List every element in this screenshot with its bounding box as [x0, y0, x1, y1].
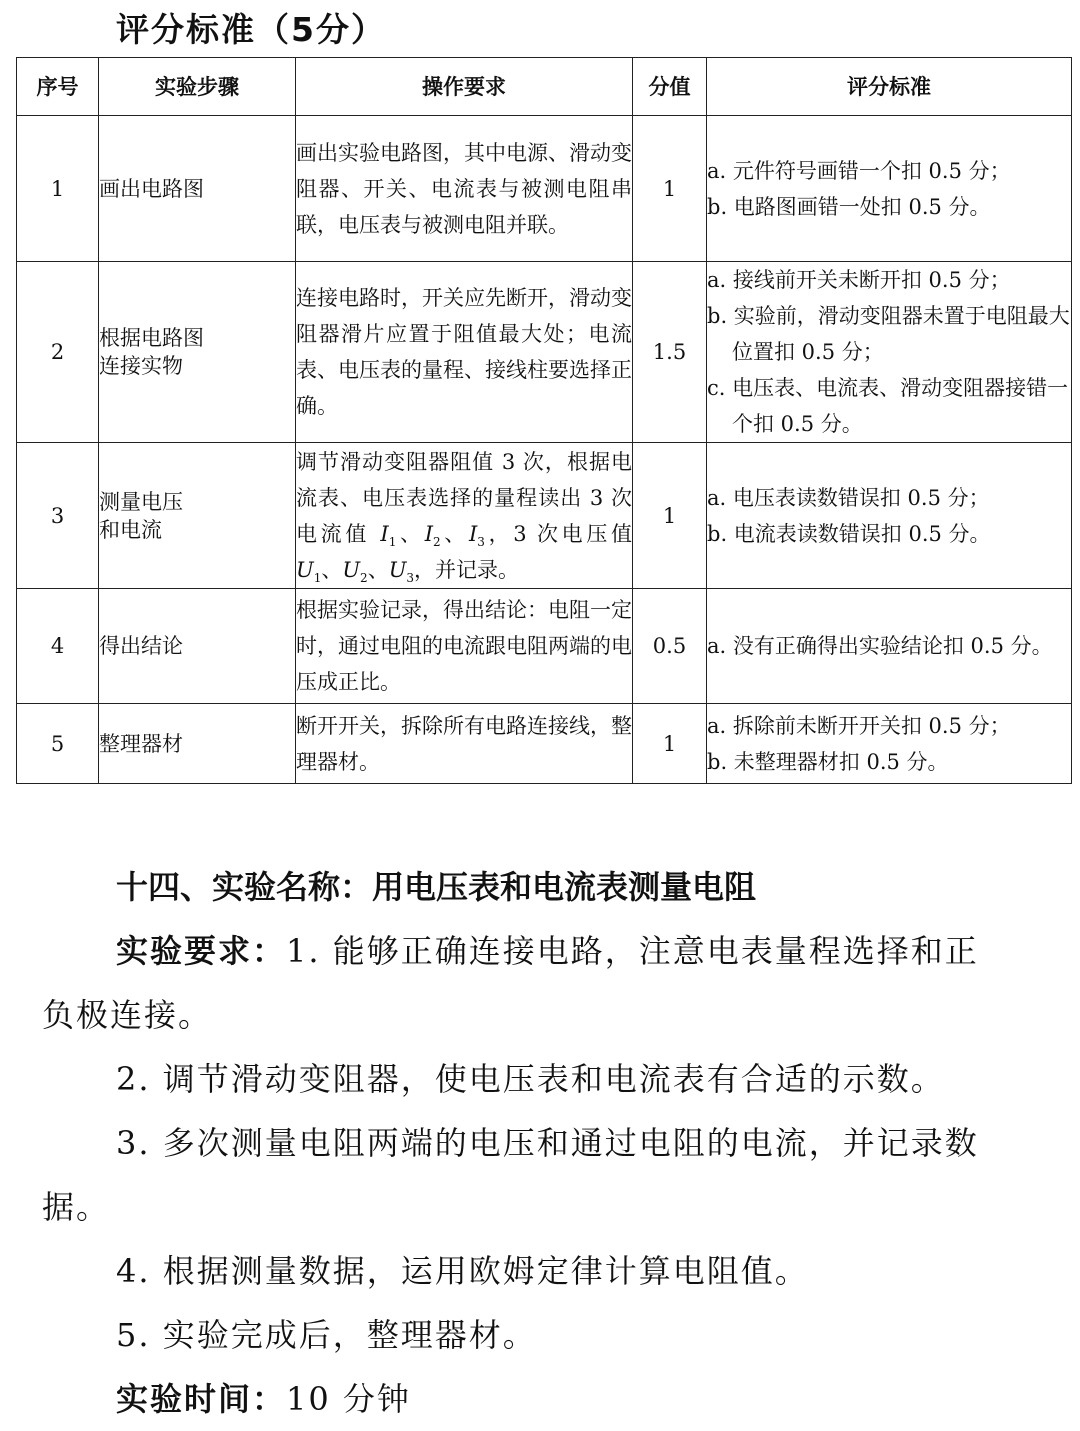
current-symbol: I: [380, 521, 389, 546]
row-score: 1: [633, 704, 707, 784]
subscript: 2: [432, 534, 441, 549]
subscript: 3: [477, 534, 485, 549]
header-score: 分值: [633, 58, 707, 116]
criteria-item: b. 电流表读数错误扣 0.5 分。: [707, 521, 991, 546]
row-criteria: [707, 589, 1072, 704]
criteria-item: b. 实验前，滑动变阻器未置于电阻最大位置扣 0.5 分；: [707, 304, 1070, 364]
separator: 、: [367, 557, 389, 582]
requirement-3-cont: 据。: [42, 1188, 111, 1226]
row-step: [99, 589, 296, 704]
row-criteria: [707, 704, 1072, 784]
step-line: 测量电压: [99, 489, 183, 514]
step-line: 得出结论: [99, 634, 183, 658]
row-criteria: [707, 262, 1072, 443]
separator: 、: [396, 521, 425, 546]
criteria-item: a. 接线前开关未断开扣 0.5 分；: [707, 268, 1011, 292]
row-step: [99, 704, 296, 784]
table-row: [17, 116, 1072, 262]
row-requirement: 断开开关，拆除所有电路连接线，整理器材。: [296, 704, 633, 784]
requirement-2: 2. 调节滑动变阻器，使电压表和电流表有合适的示数。: [116, 1060, 945, 1098]
row-requirement: 连接电路时，开关应先断开，滑动变阻器滑片应置于阻值最大处；电流表、电压表的量程、接线柱要选择正确。: [296, 262, 633, 443]
step-line: 画出电路图: [99, 176, 204, 201]
op-text: ，并记录。: [414, 557, 520, 582]
time-label: 实验时间：: [116, 1380, 287, 1418]
op-text: 调节滑动变阻器阻值 3 次，根据电流表、电压表选择的量程读出 3 次电流值: [296, 449, 632, 546]
row-score: 0.5: [633, 589, 707, 704]
table-row: [17, 704, 1072, 784]
step-line: 根据电路图: [99, 326, 204, 350]
row-no: 1: [17, 116, 99, 262]
experiment-time: [116, 1367, 411, 1431]
row-no: 4: [17, 589, 99, 704]
row-no: 5: [17, 704, 99, 784]
criteria-item: b. 未整理器材扣 0.5 分。: [707, 749, 949, 774]
requirement-text: 1. 能够正确连接电路，注意电表量程选择和正: [286, 932, 979, 970]
table-row: [17, 589, 1072, 704]
table-row: [17, 443, 1072, 589]
row-requirement: [296, 443, 633, 589]
separator: 、: [440, 521, 469, 546]
row-criteria: [707, 443, 1072, 589]
header-no: 序号: [17, 58, 99, 116]
requirement-1-cont: 负极连接。: [42, 996, 213, 1034]
row-score: 1.5: [633, 262, 707, 443]
header-criteria: 评分标准: [707, 58, 1072, 116]
grading-table: [16, 57, 1072, 784]
row-requirement: 根据实验记录，得出结论：电阻一定时，通过电阻的电流跟电阻两端的电压成正比。: [296, 589, 633, 704]
table-header-row: [17, 58, 1072, 116]
current-symbol: I: [468, 521, 478, 546]
requirement-4: 4. 根据测量数据，运用欧姆定律计算电阻值。: [116, 1252, 809, 1290]
op-text: ，3 次电压值: [484, 521, 633, 546]
requirements-label: 实验要求：: [116, 932, 287, 970]
row-step: [99, 262, 296, 443]
time-value: 10 分钟: [286, 1380, 411, 1418]
requirement-3: 3. 多次测量电阻两端的电压和通过电阻的电流，并记录数: [116, 1124, 979, 1162]
requirement-5: 5. 实验完成后，整理器材。: [116, 1316, 537, 1354]
subscript: 1: [313, 570, 322, 585]
step-line: 连接实物: [99, 354, 183, 378]
row-score: 1: [633, 443, 707, 589]
step-line: 整理器材: [99, 731, 183, 756]
row-no: 2: [17, 262, 99, 443]
row-step: [99, 116, 296, 262]
current-symbol: I: [424, 521, 433, 546]
subscript: 3: [406, 570, 415, 585]
voltage-symbol: U: [342, 557, 361, 582]
voltage-symbol: U: [388, 557, 407, 582]
criteria-item: a. 没有正确得出实验结论扣 0.5 分。: [707, 634, 1053, 658]
step-line: 和电流: [99, 517, 162, 542]
row-requirement: 画出实验电路图，其中电源、滑动变阻器、开关、电流表与被测电阻串联，电压表与被测电阻并联。: [296, 116, 633, 262]
table-row: [17, 262, 1072, 443]
criteria-item: b. 电路图画错一处扣 0.5 分。: [707, 194, 991, 219]
row-criteria: [707, 116, 1072, 262]
separator: 、: [321, 557, 343, 582]
row-no: 3: [17, 443, 99, 589]
subscript: 2: [360, 570, 368, 585]
header-requirement: 操作要求: [296, 58, 633, 116]
criteria-item: c. 电压表、电流表、滑动变阻器接错一个扣 0.5 分。: [707, 376, 1069, 436]
header-step: 实验步骤: [99, 58, 296, 116]
section-title: 评分标准（5分）: [116, 10, 386, 49]
row-score: 1: [633, 116, 707, 262]
subscript: 1: [388, 534, 397, 549]
experiment-heading: 十四、实验名称：用电压表和电流表测量电阻: [116, 868, 757, 906]
criteria-item: a. 拆除前未断开开关扣 0.5 分；: [707, 713, 1011, 738]
criteria-item: a. 电压表读数错误扣 0.5 分；: [707, 485, 990, 510]
criteria-item: a. 元件符号画错一个扣 0.5 分；: [707, 158, 1011, 183]
voltage-symbol: U: [296, 557, 314, 582]
requirement-1: [116, 919, 979, 983]
row-step: [99, 443, 296, 589]
